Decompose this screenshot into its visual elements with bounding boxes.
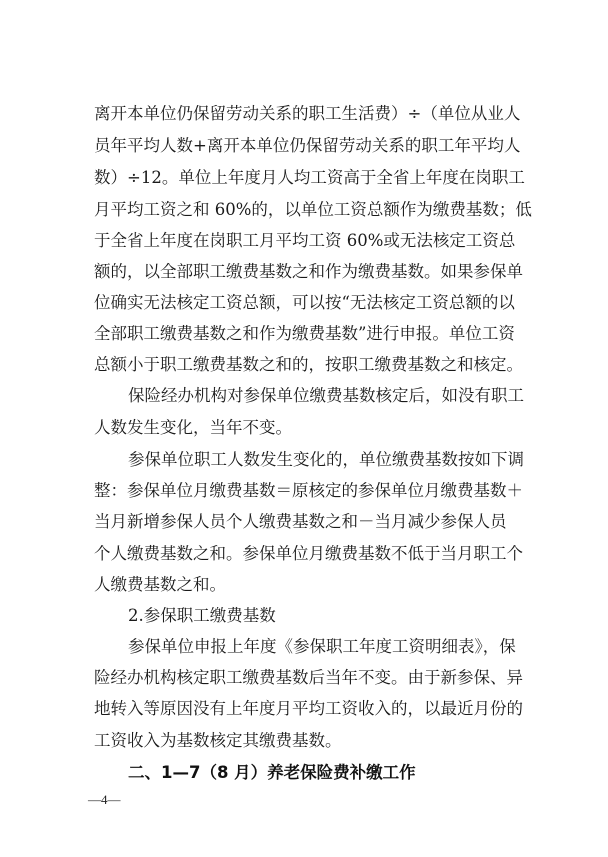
paragraph-line: 离开本单位仍保留劳动关系的职工生活费）÷（单位从业人: [94, 104, 521, 123]
subheading: 2.参保职工缴费基数: [128, 606, 276, 625]
page-number: —4—: [88, 792, 121, 807]
paragraph-line: 全部职工缴费基数之和作为缴费基数”进行申报。单位工资: [94, 324, 515, 343]
paragraph-line: 数）÷12。单位上年度月人均工资高于全省上年度在岗职工: [94, 168, 525, 187]
section-heading: 二、1—7（8 月）养老保险费补缴工作: [128, 763, 416, 782]
paragraph-line: 工资收入为基数核定其缴费基数。: [94, 731, 342, 750]
paragraph-line: 个人缴费基数之和。参保单位月缴费基数不低于当月职工个: [94, 544, 523, 563]
paragraph-line: 当月新增参保人员个人缴费基数之和－当月减少参保人员: [94, 512, 507, 531]
paragraph-line: 保险经办机构对参保单位缴费基数核定后，如没有职工: [128, 386, 524, 405]
paragraph-line: 月平均工资之和 60%的，以单位工资总额作为缴费基数；低: [94, 200, 532, 219]
paragraph-line: 总额小于职工缴费基数之和的，按职工缴费基数之和核定。: [94, 355, 523, 374]
paragraph-line: 参保单位职工人数发生变化的，单位缴费基数按如下调: [128, 450, 524, 469]
paragraph-line: 人数发生变化，当年不变。: [94, 418, 292, 437]
paragraph-line: 参保单位申报上年度《参保职工年度工资明细表》，保: [128, 637, 516, 656]
paragraph-line: 员年平均人数+离开本单位仍保留劳动关系的职工年平均人: [94, 136, 521, 155]
paragraph-line: 于全省上年度在岗职工月平均工资 60%或无法核定工资总: [94, 231, 516, 250]
paragraph-line: 位确实无法核定工资总额，可以按“无法核定工资总额的以: [94, 293, 515, 312]
paragraph-line: 整：参保单位月缴费基数＝原核定的参保单位月缴费基数＋: [94, 481, 523, 500]
paragraph-line: 人缴费基数之和。: [94, 575, 226, 594]
paragraph-line: 险经办机构核定职工缴费基数后当年不变。由于新参保、异: [94, 668, 523, 687]
paragraph-line: 额的，以全部职工缴费基数之和作为缴费基数。如果参保单: [94, 262, 523, 281]
paragraph-line: 地转入等原因没有上年度月平均工资收入的，以最近月份的: [94, 699, 523, 718]
